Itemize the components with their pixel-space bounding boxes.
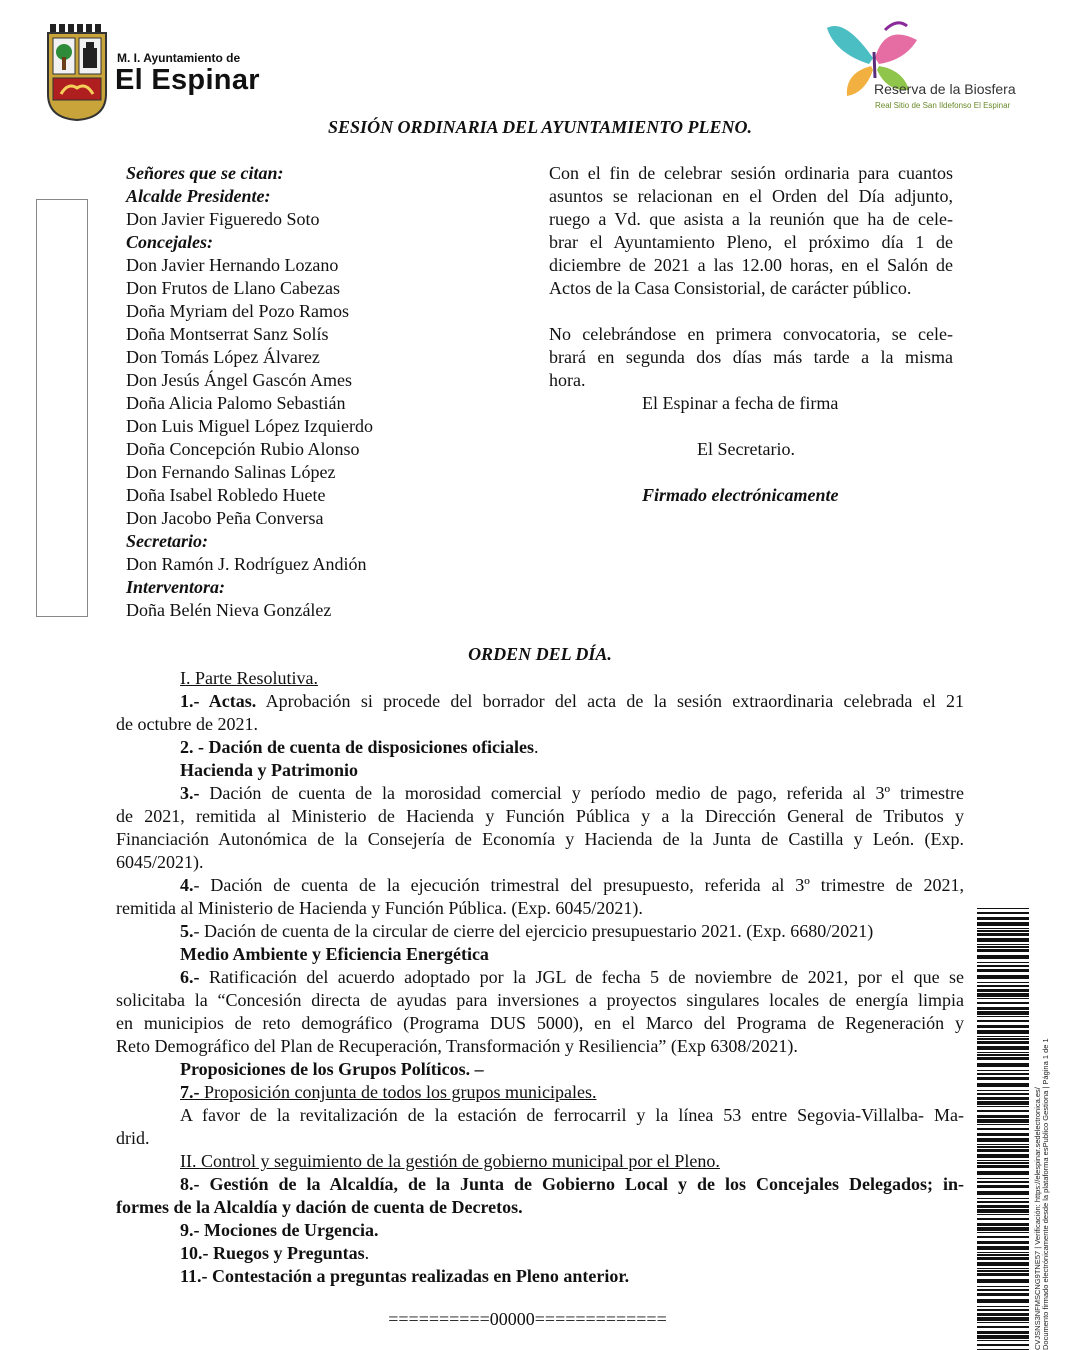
councillor-name: Don Jacobo Peña Conversa (126, 508, 324, 528)
barcode-bar (977, 1057, 1029, 1060)
agenda-item-6-cont: solicitaba la “Concesión directa de ayudas para inversiones a proyectos singulares locales de energía limpia (116, 990, 964, 1010)
barcode-bar (977, 1254, 1029, 1256)
agenda-item-7-desc: A favor de la revitalización de la estación de ferrocarril y la línea 53 entre Segovia-Villalba- Ma- (180, 1105, 964, 1125)
councillor-name: Don Jesús Ángel Gascón Ames (126, 370, 352, 390)
barcode-bar (977, 1201, 1029, 1203)
agenda-title: ORDEN DEL DÍA. (468, 644, 612, 664)
councillor-name: Doña Isabel Robledo Huete (126, 485, 326, 505)
barcode-bar (977, 1063, 1029, 1067)
barcode-bar (977, 917, 1029, 920)
agenda (116, 667, 964, 1288)
councillor-name: Doña Myriam del Pozo Ramos (126, 301, 349, 321)
agenda-item-1-cont: de octubre de 2021. (116, 714, 258, 734)
barcode-bar (977, 1149, 1029, 1152)
barcode-bar (977, 955, 1029, 959)
registry-stamp-box (36, 199, 88, 617)
secretary-label: Secretario: (126, 531, 208, 551)
agenda-item-1: 1.- Actas. Aprobación si procede del borrador del acta de la sesión extraordinaria celebrada el 21 (180, 691, 964, 711)
signer-title: El Secretario. (697, 439, 795, 459)
barcode-bar (977, 1119, 1029, 1123)
session-title: SESIÓN ORDINARIA DEL AYUNTAMIENTO PLENO. (328, 117, 752, 137)
agenda-item-6-cont: Reto Demográfico del Plan de Recuperación, Transformación y Resiliencia” (Exp 6308/2021). (116, 1036, 798, 1056)
councillor-name: Don Luis Miguel López Izquierdo (126, 416, 373, 436)
barcode-bar (977, 1268, 1029, 1269)
spacer (549, 300, 953, 323)
section-medio-ambiente: Medio Ambiente y Eficiencia Energética (180, 944, 489, 964)
agenda-item-8: 8.- Gestión de la Alcaldía, de la Junta de Gobierno Local y de los Concejales Delegados; in- (180, 1174, 964, 1194)
place-date: El Espinar a fecha de firma (642, 393, 839, 413)
barcode-bar (977, 998, 1029, 999)
barcode-bar (977, 1106, 1029, 1107)
agenda-item-9: 9.- Mociones de Urgencia. (180, 1220, 379, 1240)
barcode-bar (977, 1309, 1029, 1311)
barcode-bar (977, 1020, 1029, 1022)
signed-electronically: Firmado electrónicamente (642, 485, 839, 505)
barcode-bar (977, 1257, 1029, 1260)
convocation-text (549, 162, 953, 507)
barcode-bar (977, 949, 1029, 952)
barcode-bar (977, 922, 1029, 926)
barcode-bar (977, 1185, 1029, 1188)
convocation-line: hora. (549, 370, 586, 390)
agenda-item-6: 6.- Ratificación del acuerdo adoptado por la JGL de fecha 5 de noviembre de 2021, por el que se (180, 967, 964, 987)
barcode-bar (977, 1052, 1029, 1053)
barcode-bar (977, 969, 1029, 972)
barcode-bar (977, 1273, 1029, 1276)
barcode-bar (977, 928, 1029, 929)
convocation-line: asuntos se relacionan en el Orden del Día adjunto, (549, 186, 953, 206)
barcode-bar (977, 1036, 1029, 1037)
section-proposiciones: Proposiciones de los Grupos Políticos. – (180, 1059, 484, 1079)
secretary-name: Don Ramón J. Rodríguez Andión (126, 554, 367, 574)
barcode-bar (977, 1326, 1029, 1328)
spacer (549, 461, 953, 484)
barcode-bar (977, 1246, 1029, 1250)
coat-of-arms-logo (46, 24, 108, 120)
barcode-bar (977, 1322, 1029, 1323)
mayor-name: Don Javier Figueredo Soto (126, 209, 320, 229)
barcode-bar (977, 1160, 1029, 1161)
barcode-bar (977, 985, 1029, 987)
section-hacienda: Hacienda y Patrimonio (180, 760, 358, 780)
agenda-item-3: 3.- Dación de cuenta de la morosidad comercial y período medio de pago, referida al 3º trimestre (180, 783, 964, 803)
councillor-name: Don Frutos de Llano Cabezas (126, 278, 340, 298)
agenda-item-7-cont: drid. (116, 1128, 150, 1148)
barcode-bar (977, 1241, 1029, 1244)
barcode-bar (977, 1286, 1029, 1287)
convocation-line: diciembre de 2021 a las 12.00 horas, en el Salón de (549, 255, 953, 275)
barcode-bar (977, 1115, 1029, 1118)
org-name: El Espinar (115, 64, 260, 96)
barcode-bar (977, 1083, 1029, 1087)
barcode-bar (977, 1070, 1029, 1071)
barcode-bar (977, 1198, 1029, 1199)
barcode-bar (977, 1025, 1029, 1028)
controller-label: Interventora: (126, 577, 225, 597)
barcode-bar (977, 930, 1029, 932)
barcode-bar (977, 1128, 1029, 1130)
councillor-name: Doña Concepción Rubio Alonso (126, 439, 360, 459)
agenda-item-2: 2. - Dación de cuenta de disposiciones oficiales. (180, 737, 539, 757)
convocation-line: No celebrándose en primera convocatoria, se cele- (549, 324, 953, 344)
barcode-bar (977, 965, 1029, 967)
barcode-bar (977, 912, 1029, 914)
barcode-bar (977, 946, 1029, 948)
verification-barcode (977, 908, 1029, 1350)
barcode-bar (977, 1002, 1029, 1004)
barcode-bar (977, 1138, 1029, 1142)
barcode-bar (977, 1344, 1029, 1346)
barcode-bar (977, 975, 1029, 979)
barcode-bar (977, 989, 1029, 992)
barcode-bar (977, 1289, 1029, 1291)
barcode-bar (977, 1178, 1029, 1179)
barcode-bar (977, 993, 1029, 997)
agenda-item-5: 5.- Dación de cuenta de la circular de cierre del ejercicio presupuestario 2021. (Exp. 6680/2021) (180, 921, 874, 941)
agenda-item-3-cont: de 2021, remitida al Ministerio de Hacienda y Función Pública y a la Dirección General de Tributos y (116, 806, 964, 826)
verification-side-text (1034, 968, 1050, 1350)
councillor-name: Doña Alicia Palomo Sebastián (126, 393, 346, 413)
org-name-small: M. I. Ayuntamiento de (117, 51, 241, 65)
convocation-line: Actos de la Casa Consistorial, de carácter público. (549, 278, 912, 298)
attendees-list (126, 162, 373, 622)
barcode-bar (977, 1144, 1029, 1145)
part-two-heading: II. Control y seguimiento de la gestión de gobierno municipal por el Pleno. (180, 1151, 720, 1171)
signature-platform-line: Documento firmado electrónicamente desde la plataforma esPublico Gestiona | Página 1 de 1 (1041, 1038, 1050, 1350)
barcode-bar (977, 1205, 1029, 1208)
biosphere-reserve-subtitle: Real Sitio de San Ildefonso El Espinar (875, 101, 1011, 110)
barcode-bar (977, 1165, 1029, 1168)
councillor-name: Don Fernando Salinas López (126, 462, 336, 482)
barcode-bar (977, 933, 1029, 936)
barcode-bar (977, 1236, 1029, 1238)
part-one-heading: I. Parte Resolutiva. (180, 668, 318, 688)
convocation-line: Con el fin de celebrar sesión ordinaria para cuantos (549, 163, 953, 183)
barcode-bar (977, 1252, 1029, 1253)
verification-code-line: CVJSNS3NFMSCNG9TNE57 | Verificación: https://elespinar.sedelectronica.es/ (1033, 1087, 1042, 1350)
barcode-bar (977, 1313, 1029, 1316)
agenda-item-11: 11.- Contestación a preguntas realizadas en Pleno anterior. (180, 1266, 630, 1286)
barcode-bar (977, 982, 1029, 983)
councillor-name: Don Tomás López Álvarez (126, 347, 320, 367)
barcode-bar (977, 908, 1029, 909)
footer-separator: ==========00000============= (388, 1309, 667, 1329)
barcode-bar (977, 1227, 1029, 1231)
barcode-bar (977, 1090, 1029, 1091)
barcode-bar (977, 1041, 1029, 1044)
barcode-bar (977, 1133, 1029, 1136)
councillor-name: Doña Montserrat Sanz Solís (126, 324, 329, 344)
barcode-bar (977, 1306, 1029, 1307)
barcode-bar (977, 1223, 1029, 1226)
barcode-bar (977, 1007, 1029, 1010)
agenda-item-6-cont: en municipios de reto demográfico (Programa DUS 5000), en el Marco del Programa de Regeneración y (116, 1013, 964, 1033)
barcode-bar (977, 1299, 1029, 1303)
spacer (549, 415, 953, 438)
agenda-item-4: 4.- Dación de cuenta de la ejecución trimestral del presupuesto, referida al 3º trimestre de 2021, (180, 875, 964, 895)
barcode-bar (977, 1340, 1029, 1341)
barcode-bar (977, 962, 1029, 963)
barcode-bar (977, 1101, 1029, 1105)
barcode-bar (977, 1030, 1029, 1034)
barcode-bar (977, 1232, 1029, 1233)
barcode-bar (977, 1093, 1029, 1095)
barcode-bar (977, 1097, 1029, 1100)
barcode-bar (977, 1171, 1029, 1175)
barcode-bar (977, 1162, 1029, 1164)
convocation-line: brar el Ayuntamiento Pleno, el próximo día 1 de (549, 232, 953, 252)
mayor-label: Alcalde Presidente: (126, 186, 271, 206)
barcode-bar (977, 1191, 1029, 1195)
barcode-bar (977, 1335, 1029, 1339)
barcode-bar (977, 1110, 1029, 1112)
barcode-bar (977, 944, 1029, 945)
barcode-bar (977, 1146, 1029, 1148)
councillor-name: Don Javier Hernando Lozano (126, 255, 339, 275)
barcode-bar (977, 1317, 1029, 1321)
barcode-bar (977, 1077, 1029, 1080)
attendees-heading: Señores que se citan: (126, 163, 284, 183)
barcode-bar (977, 1331, 1029, 1334)
agenda-item-8-cont: formes de la Alcaldía y dación de cuenta de Decretos. (116, 1197, 523, 1217)
agenda-item-4-cont: remitida al Ministerio de Hacienda y Función Pública. (Exp. 6045/2021). (116, 898, 643, 918)
biosphere-reserve-title: Reserva de la Biosfera (874, 81, 1016, 97)
barcode-bar (977, 1073, 1029, 1075)
agenda-item-3-cont: Financiación Autonómica de la Consejería de Economía y Hacienda de la Junta de Castilla y León. (Exp. (116, 829, 964, 849)
barcode-bar (977, 1154, 1029, 1158)
barcode-bar (977, 1038, 1029, 1040)
agenda-item-3-cont: 6045/2021). (116, 852, 204, 872)
barcode-bar (977, 1011, 1029, 1015)
barcode-bar (977, 1046, 1029, 1050)
barcode-bar (977, 1181, 1029, 1183)
barcode-bar (977, 1279, 1029, 1283)
agenda-item-10: 10.- Ruegos y Preguntas. (180, 1243, 370, 1263)
barcode-bar (977, 1214, 1029, 1215)
barcode-bar (977, 1016, 1029, 1017)
councillors-label: Concejales: (126, 232, 213, 252)
barcode-bar (977, 1218, 1029, 1220)
agenda-item-7: 7.- Proposición conjunta de todos los grupos municipales. (180, 1082, 597, 1102)
barcode-bar (977, 1270, 1029, 1272)
barcode-bar (977, 938, 1029, 942)
barcode-bar (977, 1124, 1029, 1125)
controller-name: Doña Belén Nieva González (126, 600, 332, 620)
barcode-bar (977, 1209, 1029, 1213)
barcode-bar (977, 1262, 1029, 1266)
convocation-line: ruego a Vd. que asista a la reunión que ha de cele- (549, 209, 953, 229)
barcode-bar (977, 1054, 1029, 1056)
convocation-line: brará en segunda dos días más tarde a la misma (549, 347, 953, 367)
barcode-bar (977, 1293, 1029, 1296)
